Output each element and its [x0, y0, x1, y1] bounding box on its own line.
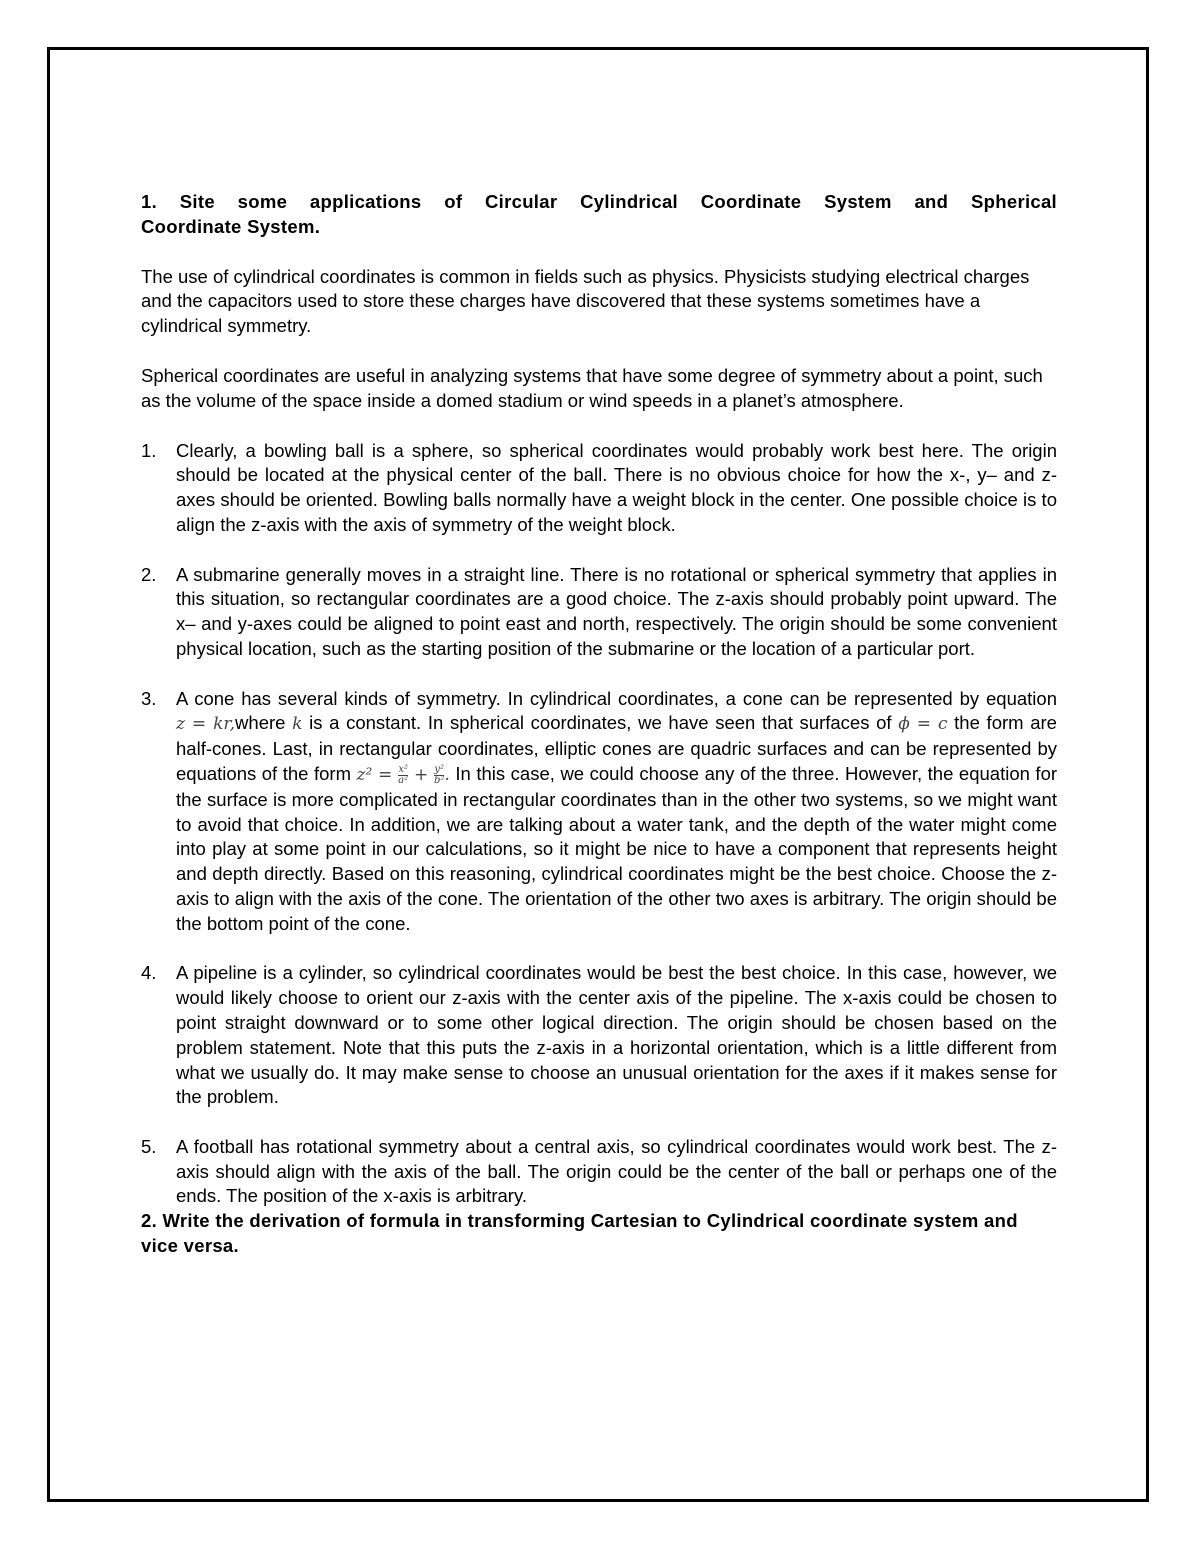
document-body: [141, 190, 1057, 1259]
list-item-text-c: is a constant. In spherical coordinates, we have seen that surfaces of: [302, 712, 899, 734]
list-item-number: 1.: [141, 439, 157, 461]
math-phi-equation: ϕ = c: [898, 714, 948, 735]
math-fraction-y: [434, 765, 444, 786]
list-item-text-e: In this case, we could choose any of the three. However, the equation for the surface is more complicated in rectangular coordinates than in the other two systems, so we might want to avoid that choice. In addition, we are talking about a water tank, and the depth of the water might come into play at some point in our calculations, so it might be nice to have a component that represents height and depth directly. Based on this reasoning, cylindrical coordinates might be the best choice. Choose the z-axis to align with the axis of the cone. The orientation of the other two axes is arbitrary. The origin should be the bottom point of the cone.: [176, 762, 1058, 934]
paragraph-spherical: Spherical coordinates are useful in analyzing systems that have some degree of symmetry about a point, such as the volume of the space inside a domed stadium or wind speeds in a planet’s atmosphere.: [141, 364, 1043, 411]
list-item-text: A submarine generally moves in a straight line. There is no rotational or spherical symmetry that applies in this situation, so rectangular coordinates are a good choice. The z-axis should probably point upward. The x– and y-axes could be aligned to point east and north, respectively. The origin should be some convenient physical location, such as the starting position of the submarine or the location of a particular port.: [176, 563, 1057, 659]
list-item-number: 5.: [141, 1135, 157, 1157]
answer-list: [141, 439, 1057, 1210]
list-item-text-a: A cone has several kinds of symmetry. In cylindrical coordinates, a cone can be represented by equation: [176, 687, 1057, 709]
math-cone-equation: z = kr,: [176, 714, 236, 735]
list-item: [141, 1135, 1057, 1209]
question-1-heading: [141, 190, 1057, 240]
list-item: [141, 563, 1057, 662]
list-item: [141, 687, 1057, 937]
list-item-text: A pipeline is a cylinder, so cylindrical coordinates would be best the best choice. In this case, however, we would likely choose to orient our z-axis with the center axis of the pipeline. The x-axis could be chosen to point straight downward or to some other logical direction. The origin should be chosen based on the problem statement. Note that this puts the z-axis in a horizontal orientation, which is a little different from what we usually do. It may make sense to choose an unusual orientation for the axes if it makes sense for the problem.: [176, 962, 1057, 1108]
math-fraction-x: [398, 765, 408, 786]
question-1-heading-line1: 1. Site some applications of Circular Cylindrical Coordinate System and Spherical: [141, 191, 1057, 212]
list-item: [141, 439, 1057, 538]
list-item-text: Clearly, a bowling ball is a sphere, so spherical coordinates would probably work best here. The origin should be located at the physical center of the ball. There is no obvious choice for how the x-, y– and z-axes should be oriented. Bowling balls normally have a weight block in the center. One possible choice is to align the z-axis with the axis of symmetry of the weight block.: [176, 439, 1057, 535]
question-2-heading: 2. Write the derivation of formula in transforming Cartesian to Cylindrical coordinate system and vice versa.: [141, 1210, 1018, 1257]
math-x2: x²: [398, 763, 408, 775]
paragraph-cylindrical: The use of cylindrical coordinates is common in fields such as physics. Physicists studying electrical charges and the capacitors used to store these charges have discovered that these systems sometimes have a cylindrical symmetry.: [141, 265, 1030, 337]
list-item-number: 2.: [141, 563, 157, 585]
math-dot: .: [444, 764, 450, 785]
math-a2: a²: [398, 774, 409, 786]
math-b2: b²: [434, 774, 445, 786]
math-constant-k: k: [292, 714, 303, 735]
list-item: [141, 961, 1057, 1110]
math-plus: +: [413, 764, 429, 785]
math-y2: y²: [434, 763, 445, 775]
list-item-text: A football has rotational symmetry about a central axis, so cylindrical coordinates would work best. The z-axis should align with the axis of the ball. The origin could be the center of the ball or perhaps one of the ends. The position of the x-axis is arbitrary.: [176, 1135, 1057, 1207]
math-elliptic-cone: [357, 765, 450, 785]
list-item-number: 3.: [141, 687, 157, 709]
question-1-heading-line2: Coordinate System.: [141, 215, 321, 237]
list-item-number: 4.: [141, 962, 157, 984]
list-item-text-d: the form are half-cones. Last, in rectangular coordinates, elliptic cones are quadric surfaces and can be represented by equations of the form: [176, 712, 1057, 784]
math-z2: z² =: [356, 764, 393, 785]
list-item-text-b: where: [235, 712, 293, 734]
